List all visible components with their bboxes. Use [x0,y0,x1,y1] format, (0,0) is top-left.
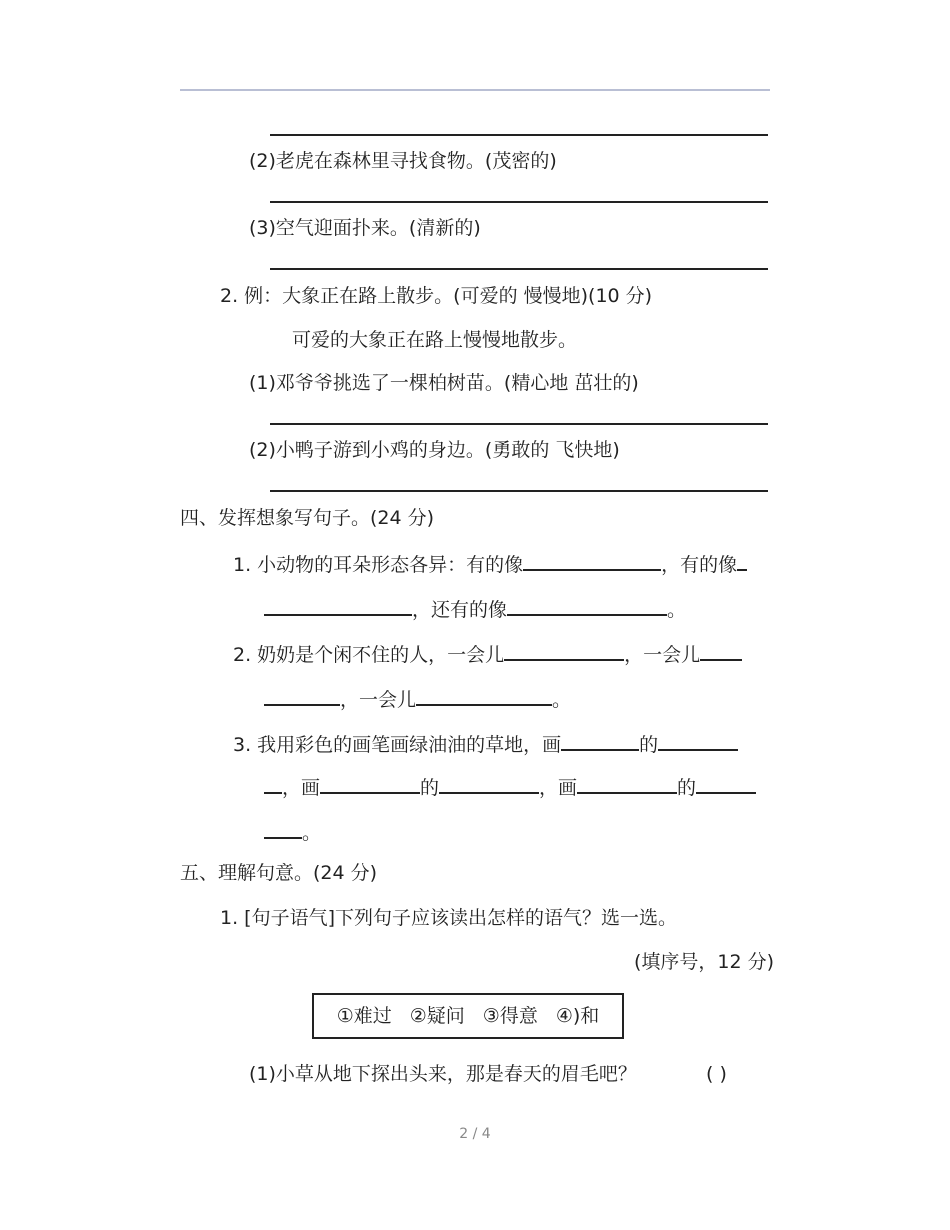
question-item: (2)小鸭子游到小鸡的身边。(勇敢的 飞快地) [249,439,620,461]
blank [264,594,412,616]
fill-sentence-cont: ，一会儿 。 [264,684,571,713]
question-item: (3)空气迎面扑来。(清新的) [249,217,481,239]
blank [504,639,624,661]
question-item: (1)小草从地下探出头来，那是春天的眉毛吧？ [249,1063,637,1085]
answer-line [270,134,768,136]
question-item: (1)邓爷爷挑选了一棵柏树苗。(精心地 茁壮的) [249,372,639,394]
blank [523,549,661,571]
blank [561,729,639,751]
fill-sentence: 1. 小动物的耳朵形态各异：有的像 ，有的像 [233,549,747,578]
question-item: (2)老虎在森林里寻找食物。(茂密的) [249,150,557,172]
answer-bracket[interactable]: ( ) [706,1063,727,1085]
blank [737,549,747,571]
blank [696,772,756,794]
section-title: 四、发挥想象写句子。(24 分) [180,507,435,529]
blank [264,772,282,794]
fill-sentence: 3. 我用彩色的画笔画绿油油的草地，画 的 [233,729,738,758]
question-heading: 2. 例：大象正在路上散步。(可爱的 慢慢地)(10 分) [220,285,653,307]
blank [264,684,340,706]
answer-line [270,490,768,492]
blank [577,772,677,794]
fill-sentence-cont: 。 [264,817,321,846]
answer-line [270,201,768,203]
fill-sentence-cont: ，画 的 ，画 的 [264,772,756,801]
answer-line [270,423,768,425]
fill-sentence-cont: ，还有的像 。 [264,594,686,623]
options-box [312,993,624,1039]
section-title: 五、理解句意。(24 分) [180,862,378,884]
blank [439,772,539,794]
fill-sentence: 2. 奶奶是个闲不住的人，一会儿 ，一会儿 [233,639,742,668]
blank [507,594,667,616]
answer-line [270,268,768,270]
question-heading: 1. [句子语气]下列句子应该读出怎样的语气？选一选。 [220,907,677,929]
blank [416,684,552,706]
blank [320,772,420,794]
blank [700,639,742,661]
question-note: (填序号，12 分) [634,951,775,973]
blank [264,817,302,839]
option: ①难过 [336,1005,392,1027]
option: ③得意 [482,1005,538,1027]
header-rule [180,89,770,91]
option: ④)和 [555,1005,600,1027]
page-number: 2 / 4 [459,1126,491,1142]
blank [658,729,738,751]
example-answer: 可爱的大象正在路上慢慢地散步。 [292,329,578,351]
option: ②疑问 [409,1005,465,1027]
